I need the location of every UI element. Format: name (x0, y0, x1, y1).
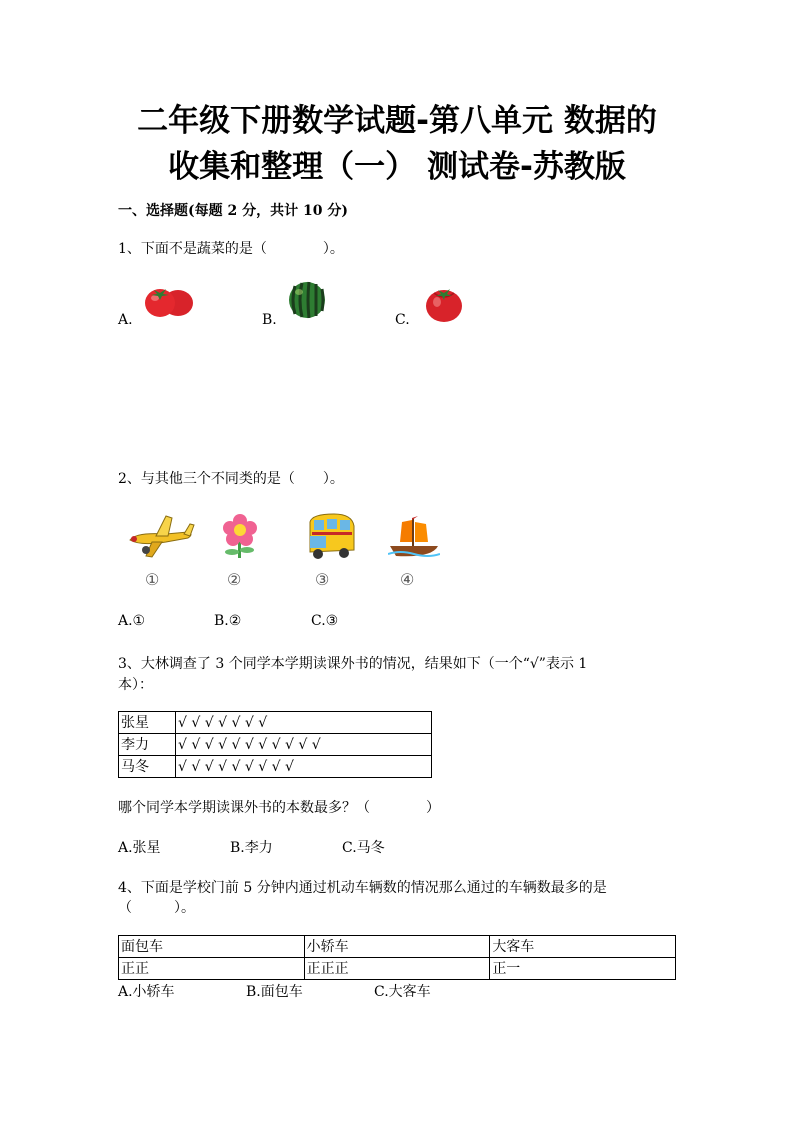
student-name: 马冬 (119, 756, 176, 778)
sailboat-icon (388, 514, 440, 560)
title-line-1: 二年级下册数学试题-第八单元 数据的 (137, 103, 657, 139)
check-marks: √ √ √ √ √ √ √ √ √ (176, 756, 432, 778)
q1-option-a-label: A. (118, 312, 133, 328)
question-3-text-line-2: 本）： (118, 677, 153, 693)
check-marks: √ √ √ √ √ √ √ √ √ √ √ (176, 734, 432, 756)
question-1-text: 1、下面不是蔬菜的是（ ）。 (118, 241, 344, 257)
student-name: 李力 (119, 734, 176, 756)
q1-option-c-label: C. (395, 312, 410, 328)
question-3-prompt: 哪个同学本学期读课外书的本数最多？（ ） (118, 800, 440, 816)
table-row (119, 756, 432, 778)
question-4-text-line-2: （ ）。 (118, 900, 195, 916)
q4-option-c: C.大客车 (374, 984, 431, 1000)
tally-value: 正正 (119, 958, 305, 980)
q1-option-b-label: B. (262, 312, 277, 328)
q2-option-c: C.③ (311, 613, 339, 629)
q4-option-a: A.小轿车 (118, 984, 175, 1000)
table-row (119, 734, 432, 756)
q2-number-3: ③ (315, 570, 330, 589)
tally-value: 正一 (490, 958, 676, 980)
q3-option-c: C.马冬 (342, 840, 385, 856)
tomato-icon (142, 284, 196, 320)
vehicle-header: 小轿车 (304, 936, 490, 958)
tomato-icon (424, 285, 464, 323)
section-heading: 一、选择题(每题 2 分，共计 10 分) (118, 203, 348, 219)
question-4-text-line-1: 4、下面是学校门前 5 分钟内通过机动车辆数的情况那么通过的车辆数最多的是 (118, 880, 607, 896)
q2-number-1: ① (145, 570, 160, 589)
vehicle-header: 大客车 (490, 936, 676, 958)
tally-value: 正正正 (304, 958, 490, 980)
q2-number-2: ② (227, 570, 242, 589)
check-marks: √ √ √ √ √ √ √ (176, 712, 432, 734)
q2-number-4: ④ (400, 570, 415, 589)
title-line-2: 收集和整理（一） 测试卷-苏教版 (168, 149, 626, 185)
question-2-text: 2、与其他三个不同类的是（ ）。 (118, 471, 344, 487)
student-name: 张星 (119, 712, 176, 734)
question-3-text-line-1: 3、大林调查了 3 个同学本学期读课外书的情况，结果如下（一个“√”表示 1 (118, 656, 588, 672)
page-title (90, 98, 704, 190)
reading-tally-table (118, 711, 432, 778)
q3-option-b: B.李力 (230, 840, 273, 856)
flower-icon (220, 514, 260, 560)
q4-option-b: B.面包车 (246, 984, 303, 1000)
table-row (119, 958, 676, 980)
vehicle-header: 面包车 (119, 936, 305, 958)
vehicle-tally-table (118, 935, 676, 980)
bus-icon (304, 512, 356, 560)
q2-option-a: A.① (118, 613, 146, 629)
q3-option-a: A.张星 (118, 840, 161, 856)
airplane-icon (126, 512, 196, 560)
table-row (119, 936, 676, 958)
q2-option-b: B.② (214, 613, 242, 629)
table-row (119, 712, 432, 734)
watermelon-icon (287, 280, 327, 320)
